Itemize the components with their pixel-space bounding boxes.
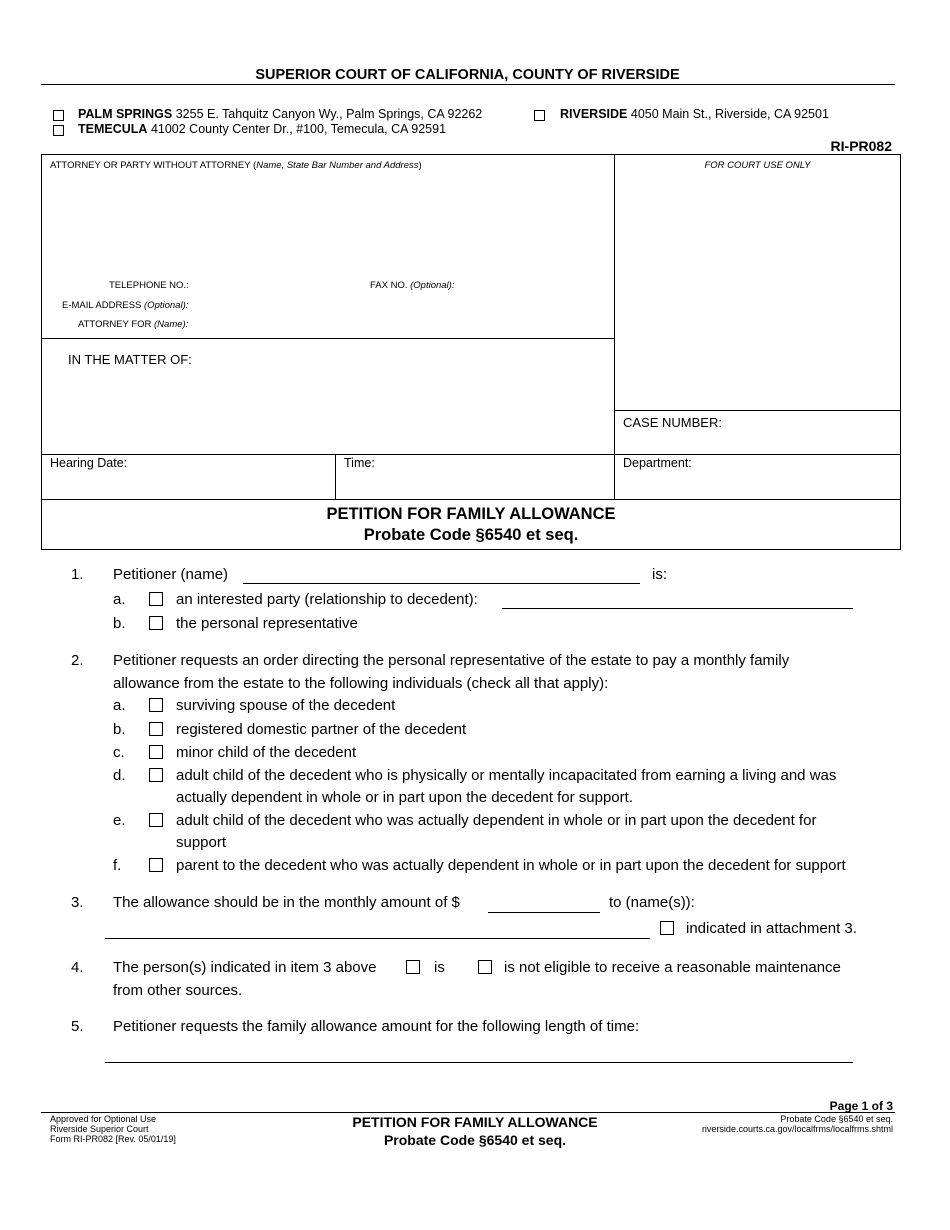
item-3-attachment: indicated in attachment 3. [686,920,857,937]
footer-title: PETITION FOR FAMILY ALLOWANCE [352,1114,598,1130]
matter-of-label: IN THE MATTER OF: [68,352,192,367]
title-row-top [41,499,901,500]
attorney-for-name: (Name): [154,319,189,330]
hearing-time-divider [335,454,336,499]
item-4-is: is [434,959,445,976]
case-number-label: CASE NUMBER: [623,415,722,430]
footer-rule [41,1112,895,1113]
minor-child-checkbox[interactable] [149,745,163,759]
item-2-line2: allowance from the estate to the following individuals (check all that apply): [113,675,609,692]
fax-label [370,280,454,291]
attorney-label-italic: Name, State Bar Number and Address [256,160,419,171]
item-3-number: 3. [71,894,84,911]
item-1-number: 1. [71,566,84,583]
temecula-checkbox[interactable] [53,125,64,136]
item-4-line2: from other sources. [113,982,243,999]
footer-left-3: Form RI-PR082 [Rev. 05/01/19] [50,1134,176,1144]
temecula-name: TEMECULA [78,122,148,136]
court-title: SUPERIOR COURT OF CALIFORNIA, COUNTY OF RIVERSIDE [255,67,680,83]
monthly-amount-field[interactable] [488,912,600,913]
is-not-eligible-checkbox[interactable] [478,960,492,974]
item-1b-letter: b. [113,615,126,632]
attorney-label [50,160,422,171]
form-id: RI-PR082 [830,138,892,154]
item-4-text: The person(s) indicated in item 3 above [113,959,377,976]
item-2e-text-1: adult child of the decedent who was actually dependent in whole or in part upon the decedent for [176,812,817,829]
length-of-time-field[interactable] [105,1062,853,1063]
court-use-divider [614,154,615,499]
item-1a-text: an interested party (relationship to decedent): [176,591,478,608]
item-2b-letter: b. [113,721,126,738]
item-2a-text: surviving spouse of the decedent [176,697,396,714]
attorney-for-label [78,319,188,330]
item-1-label: Petitioner (name) [113,566,229,583]
item-2d-text-2: actually dependent in whole or in part upon the decedent for support. [176,789,633,806]
telephone-label: TELEPHONE NO.: [109,280,189,291]
fax-label-text: FAX NO. [370,280,408,291]
palm-springs-name: PALM SPRINGS [78,107,173,121]
email-label-text: E-MAIL ADDRESS [62,300,142,311]
attachment-3-checkbox[interactable] [660,921,674,935]
form-title: PETITION FOR FAMILY ALLOWANCE [326,505,616,523]
riverside-address: 4050 Main St., Riverside, CA 92501 [630,107,829,121]
temecula-location [78,122,446,136]
interested-party-checkbox[interactable] [149,592,163,606]
item-4-number: 4. [71,959,84,976]
incapacitated-adult-child-checkbox[interactable] [149,768,163,782]
item-2e-letter: e. [113,812,126,829]
temecula-address: 41002 County Center Dr., #100, Temecula, CA 92591 [150,122,447,136]
item-2f-text: parent to the decedent who was actually dependent in whole or in part upon the decedent for support [176,857,846,874]
item-2b-text: registered domestic partner of the decedent [176,721,467,738]
footer-left-2: Riverside Superior Court [50,1124,149,1134]
item-2d-letter: d. [113,767,126,784]
palm-springs-address: 3255 E. Tahquitz Canyon Wy., Palm Springs, CA 92262 [175,107,483,121]
item-2c-letter: c. [113,744,125,761]
surviving-spouse-checkbox[interactable] [149,698,163,712]
email-label [62,300,188,311]
footer-left-1: Approved for Optional Use [50,1114,157,1124]
attorney-label-end: ) [418,160,422,171]
department-label: Department: [623,456,692,470]
domestic-partner-checkbox[interactable] [149,722,163,736]
item-5-number: 5. [71,1018,84,1035]
form-subtitle: Probate Code §6540 et seq. [363,526,579,544]
item-2d-text-1: adult child of the decedent who is physically or mentally incapacitated from earning a living and was [176,767,837,784]
footer-right-1: Probate Code §6540 et seq. [780,1114,893,1124]
page-number: Page 1 of 3 [829,1099,893,1113]
item-5-text: Petitioner requests the family allowance amount for the following length of time: [113,1018,640,1035]
is-eligible-checkbox[interactable] [406,960,420,974]
item-2a-letter: a. [113,697,126,714]
header-rule [41,84,895,85]
parent-checkbox[interactable] [149,858,163,872]
palm-springs-checkbox[interactable] [53,110,64,121]
item-2f-letter: f. [113,857,122,874]
riverside-location [560,107,829,121]
item-4-is-not: is not eligible to receive a reasonable maintenance [504,959,841,976]
personal-representative-checkbox[interactable] [149,616,163,630]
riverside-checkbox[interactable] [534,110,545,121]
hearing-date-label: Hearing Date: [50,456,128,470]
item-2-line1: Petitioner requests an order directing the personal representative of the estate to pay a monthly family [113,652,790,669]
fax-optional: (Optional): [410,280,455,291]
item-2-number: 2. [71,652,84,669]
item-1-is: is: [652,566,667,583]
case-number-top [614,410,901,411]
item-2c-text: minor child of the decedent [176,744,357,761]
palm-springs-location [78,107,482,121]
item-3-to-names: to (name(s)): [609,894,695,911]
attorney-box-bottom [41,338,614,339]
dependent-adult-child-checkbox[interactable] [149,813,163,827]
item-1b-text: the personal representative [176,615,358,632]
hearing-row-top [41,454,901,455]
email-optional: (Optional): [144,300,189,311]
item-3-text: The allowance should be in the monthly amount of $ [113,894,460,911]
attorney-for-text: ATTORNEY FOR [78,319,152,330]
riverside-name: RIVERSIDE [560,107,628,121]
footer-url[interactable]: riverside.courts.ca.gov/localfrms/localfrms.shtml [701,1124,893,1134]
item-2e-text-2: support [176,834,227,851]
item-1a-letter: a. [113,591,126,608]
relationship-field[interactable] [502,608,853,609]
time-label: Time: [344,456,375,470]
allowance-names-field[interactable] [105,938,650,939]
petitioner-name-field[interactable] [243,583,640,584]
attorney-label-start: ATTORNEY OR PARTY WITHOUT ATTORNEY ( [50,160,257,171]
footer-subtitle: Probate Code §6540 et seq. [383,1132,567,1148]
court-use-label: FOR COURT USE ONLY [704,160,811,171]
